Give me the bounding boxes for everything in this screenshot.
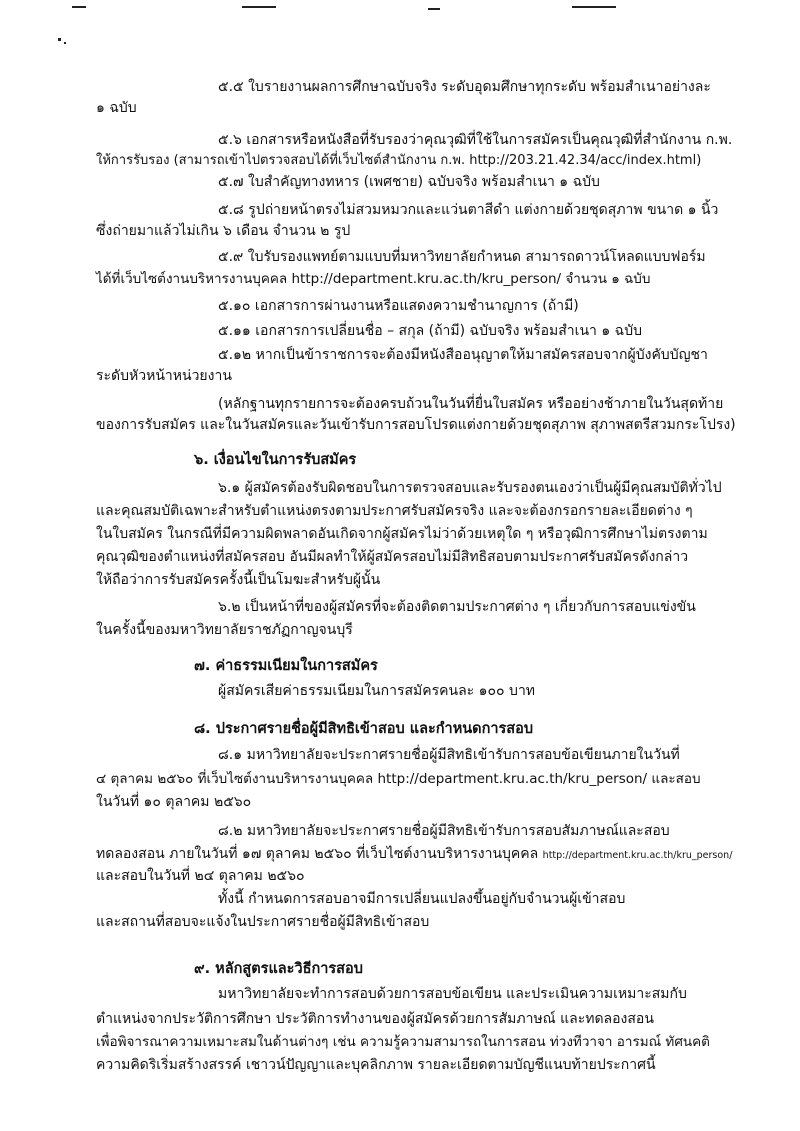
scan-mark	[58, 38, 61, 41]
section-8-1-line: ในวันที่ ๑๐ ตุลาคม ๒๕๖๐	[96, 794, 252, 810]
scan-mark	[64, 42, 66, 44]
section-8-1-line: ๔ ตุลาคม ๒๕๖๐ ที่เว็บไซต์งานบริหารงานบุคคล http://department.kru.ac.th/kru_person/ และสอบ	[96, 771, 701, 787]
section-8-note-line: และสถานที่สอบจะแจ้งในประกาศรายชื่อผู้มีสิทธิเข้าสอบ	[96, 914, 430, 930]
scan-mark	[572, 6, 616, 8]
item-5-11: ๕.๑๑ เอกสารการเปลี่ยนชื่อ – สกุล (ถ้ามี) ฉบับจริง พร้อมสำเนา ๑ ฉบับ	[218, 323, 642, 339]
section-6-heading: ๖. เงื่อนไขในการรับสมัคร	[194, 452, 357, 468]
section-7-heading: ๗. ค่าธรรมเนียมในการสมัคร	[194, 658, 378, 674]
section-9-line: เพื่อพิจารณาความเหมาะสมในด้านต่างๆ เช่น ความรู้ความสามารถในการสอน ท่วงทีวาจา อารมณ์ ทัศนคติ	[96, 1034, 710, 1050]
section-9-heading: ๙. หลักสูตรและวิธีการสอบ	[194, 961, 363, 977]
section-6-1-line: คุณวุฒิของตำแหน่งที่สมัครสอบ อันมีผลทำให้ผู้สมัครสอบไม่มีสิทธิสอบตามประกาศรับสมัครดังกล่าว	[96, 549, 689, 565]
section-8-2-line: และสอบในวันที่ ๒๔ ตุลาคม ๒๕๖๐	[96, 868, 305, 884]
section-9-line: มหาวิทยาลัยจะทำการสอบด้วยการสอบข้อเขียน และประเมินความเหมาะสมกับ	[218, 986, 687, 1002]
scan-mark	[72, 6, 86, 8]
section-9-line: ตำแหน่งจากประวัติการศึกษา ประวัติการทำงานของผู้สมัครด้วยการสัมภาษณ์ และทดลองสอน	[96, 1011, 654, 1027]
section-8-2-line: ๘.๒ มหาวิทยาลัยจะประกาศรายชื่อผู้มีสิทธิเข้ารับการสอบสัมภาษณ์และสอบ	[218, 823, 670, 839]
section-8-2-line	[96, 845, 732, 865]
item-5-9-line-1: ๕.๙ ใบรับรองแพทย์ตามแบบที่มหาวิทยาลัยกำหนด สามารถดาวน์โหลดแบบฟอร์ม	[218, 249, 706, 265]
scan-mark	[242, 6, 276, 8]
section-6-1-line: ในใบสมัคร ในกรณีที่มีความผิดพลาดอันเกิดจากผู้สมัครไม่ว่าด้วยเหตุใด ๆ หรือวุฒิการศึกษาไม่ตรงตาม	[96, 526, 708, 542]
item-5-7: ๕.๗ ใบสำคัญทางทหาร (เพศชาย) ฉบับจริง พร้อมสำเนา ๑ ฉบับ	[218, 174, 600, 190]
item-5-12-line-1: ๕.๑๒ หากเป็นข้าราชการจะต้องมีหนังสืออนุญาตให้มาสมัครสอบจากผู้บังคับบัญชา	[218, 347, 708, 363]
section-6-2-line: ๖.๒ เป็นหน้าที่ของผู้สมัครที่จะต้องติดตามประกาศต่าง ๆ เกี่ยวกับการสอบแข่งขัน	[218, 599, 696, 615]
section-6-1-line: ๖.๑ ผู้สมัครต้องรับผิดชอบในการตรวจสอบและรับรองตนเองว่าเป็นผู้มีคุณสมบัติทั่วไป	[218, 480, 722, 496]
item-5-5-line-1: ๕.๕ ใบรายงานผลการศึกษาฉบับจริง ระดับอุดมศึกษาทุกระดับ พร้อมสำเนาอย่างละ	[218, 79, 711, 95]
item-5-5-line-2: ๑ ฉบับ	[96, 100, 137, 116]
section-8-2-text: ทดลองสอน ภายในวันที่ ๑๗ ตุลาคม ๒๕๖๐ ที่เว็บไซต์งานบริหารงานบุคคล	[96, 846, 539, 862]
documents-note-line-2: ของการรับสมัคร และในวันสมัครและวันเข้ารับการสอบโปรดแต่งกายด้วยชุดสุภาพ สุภาพสตรีสวมกระโปรง)	[96, 417, 736, 433]
section-6-2-line: ในครั้งนี้ของมหาวิทยาลัยราชภัฏกาญจนบุรี	[96, 622, 353, 638]
section-8-2-url: http://department.kru.ac.th/kru_person/	[542, 850, 733, 861]
section-8-note-line: ทั้งนี้ กำหนดการสอบอาจมีการเปลี่ยนแปลงขึ้นอยู่กับจำนวนผู้เข้าสอบ	[218, 891, 626, 907]
item-5-10: ๕.๑๐ เอกสารการผ่านงานหรือแสดงความชำนาญการ (ถ้ามี)	[218, 298, 579, 314]
section-7-body: ผู้สมัครเสียค่าธรรมเนียมในการสมัครคนละ ๑๐๐ บาท	[218, 683, 536, 699]
item-5-8-line-1: ๕.๘ รูปถ่ายหน้าตรงไม่สวมหมวกและแว่นตาสีดำ แต่งกายด้วยชุดสุภาพ ขนาด ๑ นิ้ว	[218, 202, 719, 218]
item-5-12-line-2: ระดับหัวหน้าหน่วยงาน	[96, 368, 232, 384]
documents-note-line-1: (หลักฐานทุกรายการจะต้องครบถ้วนในวันที่ยื่นใบสมัคร หรืออย่างช้าภายในวันสุดท้าย	[218, 396, 724, 412]
section-8-heading: ๘. ประกาศรายชื่อผู้มีสิทธิเข้าสอบ และกำหนดการสอบ	[194, 721, 534, 737]
item-5-8-line-2: ซึ่งถ่ายมาแล้วไม่เกิน ๖ เดือน จำนวน ๒ รูป	[96, 223, 351, 239]
item-5-6-line-1: ๕.๖ เอกสารหรือหนังสือที่รับรองว่าคุณวุฒิที่ใช้ในการสมัครเป็นคุณวุฒิที่สำนักงาน ก.พ.	[218, 132, 733, 148]
item-5-6-line-2: ให้การรับรอง (สามารถเข้าไปตรวจสอบได้ที่เว็บไซต์สำนักงาน ก.พ. http://203.21.42.34/acc/index.html)	[96, 153, 702, 168]
section-9-line: ความคิดริเริ่มสร้างสรรค์ เชาวน์ปัญญาและบุคลิกภาพ รายละเอียดตามบัญชีแนบท้ายประกาศนี้	[96, 1057, 656, 1073]
section-8-1-line: ๘.๑ มหาวิทยาลัยจะประกาศรายชื่อผู้มีสิทธิเข้ารับการสอบข้อเขียนภายในวันที่	[218, 747, 680, 763]
scan-mark	[428, 8, 440, 10]
section-6-1-line: และคุณสมบัติเฉพาะสำหรับตำแหน่งตรงตามประกาศรับสมัครจริง และจะต้องกรอกรายละเอียดต่าง ๆ	[96, 503, 693, 519]
section-6-1-line: ให้ถือว่าการรับสมัครครั้งนี้เป็นโมฆะสำหรับผู้นั้น	[96, 572, 381, 588]
item-5-9-line-2: ได้ที่เว็บไซต์งานบริหารงานบุคคล http://department.kru.ac.th/kru_person/ จำนวน ๑ ฉบับ	[96, 271, 651, 287]
